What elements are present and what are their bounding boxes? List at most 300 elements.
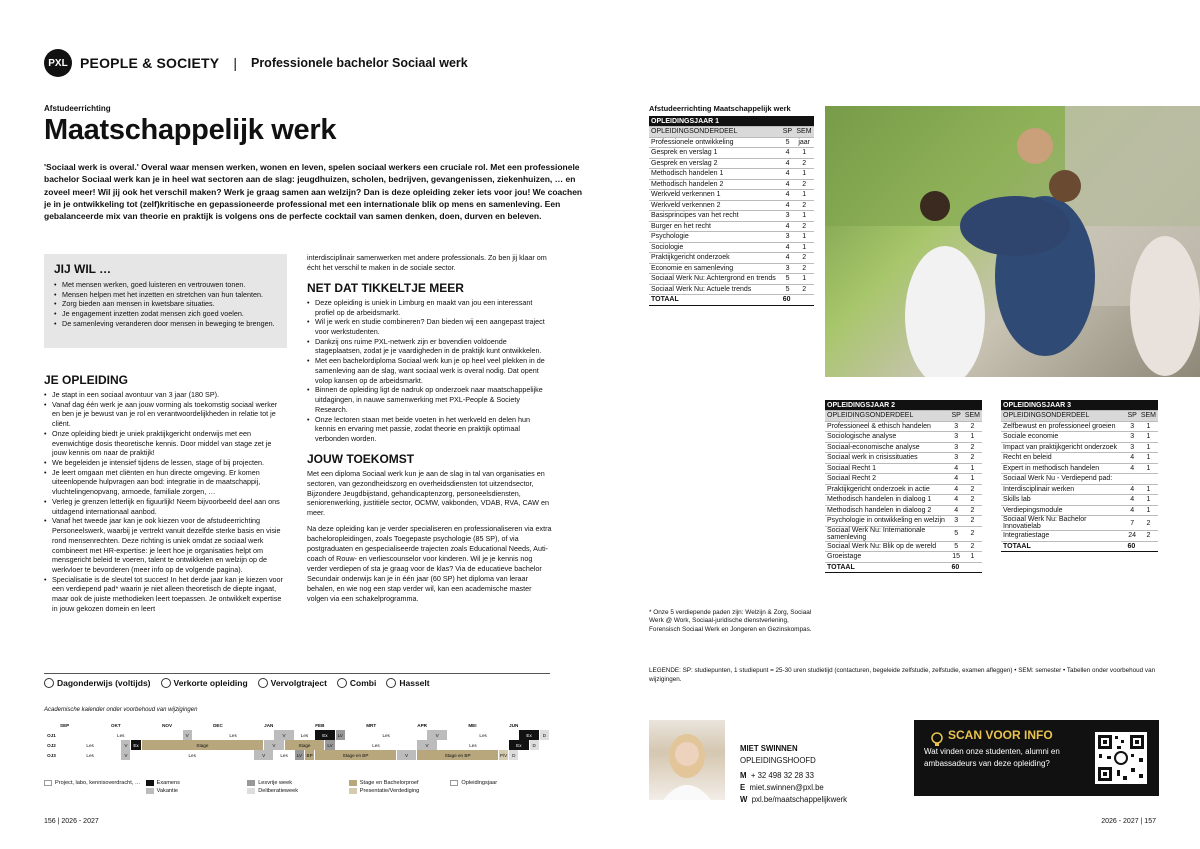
legend-project — [44, 780, 144, 786]
contact-role: OPLEIDINGSHOOFD — [740, 755, 816, 765]
legend-label: Deliberatieweek — [258, 788, 298, 794]
course-sp: 5 — [949, 541, 962, 552]
table-title: OPLEIDINGSJAAR 1 — [649, 116, 814, 127]
month-label: MRT — [366, 720, 417, 730]
month-label: JUN — [509, 720, 550, 730]
course-sp: 3 — [1125, 442, 1138, 453]
cal-les: Les — [193, 730, 275, 740]
intro-text: 'Sociaal werk is overal.' Overal waar mensen werken, wonen en leven, spelen sociaal werkers een cruciale rol. Met een professionele bachelor Sociaal werk kan je in heel wat sectoren aan de slag: jeugdhuizen, scholen, bedrijven, gevangenissen, ziekenhuizen, … en zoveel meer! Wil jij ook het verschil maken? Werk je graag samen aan welzijn? Dan is deze opleiding zeker iets voor jou! We coachen je in je ontwikkeling tot (zelf)kritische en gepassioneerde professional met een internationale blik op mens en samenleving. Een gebalanceerde mix van theorie en praktijk is volgens ons de perfecte cocktail van samen denken, doen, durven en beleven. — [44, 162, 583, 222]
table-row — [649, 284, 814, 295]
course-name: Sociaal werk in crisissituaties — [825, 453, 949, 464]
program-subtitle: Professionele bachelor Sociaal werk — [250, 56, 468, 70]
col-header: OPLEIDINGSONDERDEEL — [1001, 411, 1125, 422]
month-label: DEC — [213, 720, 264, 730]
course-sem: 1 — [1139, 421, 1158, 432]
month-label: MEI — [468, 720, 509, 730]
course-name: Groeistage — [825, 552, 949, 563]
course-sem: 2 — [794, 221, 814, 232]
calendar-row-oj2 — [44, 740, 550, 750]
cal-v: V — [264, 740, 284, 750]
course-name: Methodisch handelen 2 — [649, 179, 781, 190]
cal-v: V — [427, 730, 447, 740]
course-sem: 1 — [1139, 495, 1158, 506]
month-label: OKT — [111, 720, 162, 730]
course-sem: 1 — [794, 232, 814, 243]
list-item: • Wil je werk en studie combineren? Dan bieden wij een aangepast traject voor werkstudenten. — [307, 317, 552, 336]
course-sem: 2 — [963, 541, 982, 552]
legend-vakantie — [146, 788, 246, 794]
course-name: Sociaal Werk Nu: Internationale samenleving — [825, 526, 949, 541]
swatch — [146, 780, 154, 786]
list-item: • Met mensen werken, goed luisteren en vertrouwen tonen. — [54, 280, 277, 290]
course-name: Gesprek en verslag 1 — [649, 148, 781, 159]
course-sp: 4 — [1125, 495, 1138, 506]
course-sp: 4 — [949, 484, 962, 495]
table-row — [1001, 421, 1158, 432]
course-name: Werkveld verkennen 1 — [649, 190, 781, 201]
course-name: Professioneel & ethisch handelen — [825, 421, 949, 432]
year2-rows — [825, 421, 982, 562]
table-row — [825, 421, 982, 432]
col-header: OPLEIDINGSONDERDEEL — [649, 127, 781, 138]
header-separator: | — [233, 55, 237, 71]
table-row — [825, 552, 982, 563]
table-row — [825, 432, 982, 443]
legend-text: LEGENDE: SP: studiepunten, 1 studiepunt = 25-30 uren studietijd (contacturen, begeleide zelfstudie, zelfstudie, examen afleggen) • SEM: semester • Tabellen onder voorbehoud van wijzigingen. — [649, 667, 1156, 683]
course-sp: 3 — [1125, 421, 1138, 432]
table-row — [1001, 432, 1158, 443]
course-sem: 2 — [963, 453, 982, 464]
cal-les: Les — [60, 740, 121, 750]
lightbulb-icon — [928, 730, 946, 748]
email-link[interactable]: miet.swinnen@pxl.be — [749, 783, 824, 793]
total-value: 60 — [1125, 541, 1138, 552]
list-item: • Deze opleiding is uniek in Limburg en maakt van jou een interessant profiel op de arbeidsmarkt. — [307, 298, 552, 317]
year3-table-block — [1001, 400, 1158, 552]
course-name: Sociaal Werk Nu: Actuele trends — [649, 284, 781, 295]
course-sem: 1 — [794, 169, 814, 180]
course-sp: 4 — [781, 242, 795, 253]
course-sp: 5 — [781, 284, 795, 295]
mode-dagonderwijs — [44, 678, 151, 688]
list-item: • Mensen helpen met het inzetten en stretchen van hun talenten. — [54, 290, 277, 300]
course-sem: 2 — [963, 516, 982, 527]
calendar-legend — [44, 780, 550, 794]
course-name: Economie en samenleving — [649, 263, 781, 274]
course-name: Methodisch handelen 1 — [649, 169, 781, 180]
table-row — [649, 158, 814, 169]
phone-line — [740, 770, 847, 782]
list-item: • Specialisatie is de sleutel tot succes! In het derde jaar kan je kiezen voor een verdiepend pad* waarin je niet alleen theoretisch de diepte ingaat, maar ook de juiste methodieken leert toepassen. Je ontwikkelt expertise in jouw gekozen domein en leert — [44, 575, 287, 614]
course-sem: 1 — [1139, 453, 1158, 464]
course-sem: 1 — [794, 148, 814, 159]
course-sem: 2 — [963, 442, 982, 453]
cal-stage: Stage — [285, 740, 326, 750]
table-row — [649, 221, 814, 232]
course-sp — [1125, 474, 1138, 485]
calendar-months — [44, 720, 550, 730]
course-sem: 2 — [794, 253, 814, 264]
table-row — [649, 263, 814, 274]
year3-table — [1001, 400, 1158, 552]
portrait-illustration — [649, 720, 725, 800]
cal-les: Les — [60, 730, 183, 740]
course-sem: 1 — [1139, 432, 1158, 443]
col-header: SEM — [794, 127, 814, 138]
course-sem: 1 — [1139, 484, 1158, 495]
course-name: Sociale economie — [1001, 432, 1125, 443]
course-sp: 4 — [949, 505, 962, 516]
list-item: • Dankzij ons ruime PXL-netwerk zijn er bovendien voldoende stageplaatsen, zodat je je vaardigheden in de praktijk kunt ontwikkelen. — [307, 337, 552, 356]
course-name: Psychologie in ontwikkeling en welzijn — [825, 516, 949, 527]
page-number-left: 156 | 2026 - 2027 — [44, 818, 99, 825]
course-sp: 4 — [949, 474, 962, 485]
mode-verkort — [161, 678, 248, 688]
course-name: Sociaal Werk Nu: Bachelor Innovatielab — [1001, 516, 1125, 531]
cal-v: V — [254, 750, 274, 760]
course-sem: 2 — [963, 484, 982, 495]
legend-presentatie — [349, 788, 449, 794]
cal-ex: Ex — [131, 740, 141, 750]
email-line — [740, 782, 847, 794]
cal-d: D — [509, 750, 519, 760]
course-name: Zelfbewust en professioneel groeien — [1001, 421, 1125, 432]
col-header: OPLEIDINGSONDERDEEL — [825, 411, 949, 422]
table-row — [825, 463, 982, 474]
month-label: APR — [417, 720, 468, 730]
course-sem: 2 — [963, 526, 982, 541]
course-name: Expert in methodisch handelen — [1001, 463, 1125, 474]
table-row — [649, 200, 814, 211]
legend-label: Vakantie — [156, 788, 178, 794]
course-name: Methodisch handelen in dialoog 1 — [825, 495, 949, 506]
total-sem — [794, 295, 814, 306]
table-row — [649, 137, 814, 148]
calendar-row-oj3 — [44, 750, 550, 760]
cal-les: Les — [438, 740, 509, 750]
course-sem: 1 — [963, 432, 982, 443]
list-item: • We begeleiden je intensief tijdens de lessen, stage of bij projecten. — [44, 458, 287, 468]
course-name: Professionele ontwikkeling — [649, 137, 781, 148]
list-item: • Zorg bieden aan mensen in kwetsbare situaties. — [54, 299, 277, 309]
legend-lesvrij — [247, 780, 347, 786]
mode-label: Hasselt — [399, 678, 430, 688]
course-name: Sociaal-economische analyse — [825, 442, 949, 453]
legend-delib — [247, 788, 347, 794]
table-row — [825, 453, 982, 464]
contact-block — [740, 743, 847, 805]
total-value: 60 — [781, 295, 795, 306]
course-sem: 2 — [1139, 516, 1158, 531]
course-sem: 2 — [794, 284, 814, 295]
mode-hasselt — [386, 678, 429, 688]
course-sp: 24 — [1125, 531, 1138, 542]
table-row — [825, 516, 982, 527]
course-sp: 3 — [1125, 432, 1138, 443]
table-row — [649, 211, 814, 222]
list-item: • Vanaf het tweede jaar kan je ook kiezen voor de afstudeerrichting Personeelswerk, waarbij je vertrekt vanuit dezelfde sterke basis en visie rond mensenrechten. Deze richting is uniek omdat ze sociaal werk combineert met HR-expertise: je leert hoe je organisaties helpt om mensgericht beleid te voeren, talent te ontwikkelen en welzijn op de werkvloer te bevorderen (meer info op de volgende pagina). — [44, 516, 287, 574]
cal-lv: LV — [336, 730, 346, 740]
course-name: Sociologische analyse — [825, 432, 949, 443]
course-sem: 2 — [794, 158, 814, 169]
cal-ex: Ex — [315, 730, 335, 740]
table-title: OPLEIDINGSJAAR 2 — [825, 400, 982, 411]
course-sp: 5 — [781, 137, 795, 148]
month-label: FEB — [315, 720, 366, 730]
contact-name: MIET SWINNEN — [740, 744, 798, 753]
course-sp: 3 — [781, 211, 795, 222]
total-label: TOTAAL — [1001, 541, 1125, 552]
cal-lv: LV — [295, 750, 305, 760]
course-sem: 2 — [794, 179, 814, 190]
scan-title: SCAN VOOR INFO — [948, 728, 1053, 742]
qr-icon — [1095, 732, 1147, 784]
shortcut-icon — [161, 678, 171, 688]
academic-calendar — [44, 720, 550, 760]
row-label: OJ1 — [44, 730, 60, 740]
continued-text: interdisciplinair samenwerken met andere professionals. Zo ben jij klaar om écht het verschil te maken in de sociale sector. — [307, 253, 547, 272]
course-name: Sociaal Werk Nu: Achtergrond en trends — [649, 274, 781, 285]
year1-table-block — [649, 104, 814, 306]
course-sem: 1 — [794, 211, 814, 222]
swatch — [44, 780, 52, 786]
table-row — [649, 190, 814, 201]
course-sp: 4 — [781, 253, 795, 264]
swatch — [146, 788, 154, 794]
course-sem: 1 — [963, 552, 982, 563]
cal-les: Les — [131, 750, 254, 760]
mode-icons — [44, 673, 550, 688]
course-name: Interdisciplinair werken — [1001, 484, 1125, 495]
course-sem: 2 — [963, 495, 982, 506]
course-sp: 4 — [1125, 484, 1138, 495]
page-title: Maatschappelijk werk — [44, 114, 337, 146]
course-sp: 5 — [781, 274, 795, 285]
phone-link[interactable]: + 32 498 32 28 33 — [750, 771, 814, 781]
cal-v: V — [121, 750, 131, 760]
course-sp: 3 — [949, 453, 962, 464]
course-name: Skills lab — [1001, 495, 1125, 506]
web-link[interactable]: pxl.be/maatschappelijkwerk — [751, 794, 848, 804]
table-row — [1001, 484, 1158, 495]
legend-label: Stage en Bachelorproef — [359, 780, 419, 786]
course-sp: 4 — [781, 169, 795, 180]
footnote: * Onze 5 verdiepende paden zijn: Welzijn & Zorg, Sociaal Werk @ Work, Sociaal-juridische dienstverlening, Forensisch Sociaal Werk en Jongeren en Gezinskompas. — [649, 609, 812, 633]
legend-label: Opleidingsjaar — [461, 780, 498, 786]
cal-ex: Ex — [519, 730, 539, 740]
course-sp: 4 — [949, 463, 962, 474]
students-photo — [825, 106, 1200, 377]
photo-illustration — [825, 106, 1200, 377]
table-row — [649, 232, 814, 243]
cal-ex: Ex — [509, 740, 529, 750]
email-key: E — [740, 783, 746, 793]
table-row — [825, 526, 982, 541]
course-name: Psychologie — [649, 232, 781, 243]
course-name: Sociaal Recht 1 — [825, 463, 949, 474]
cal-les: Les — [60, 750, 121, 760]
table-row — [825, 484, 982, 495]
list-item: • Verleg je grenzen letterlijk en figuurlijk! Neem bijvoorbeeld deel aan ons uitdagend internationaal aanbod. — [44, 497, 287, 516]
cal-les: Les — [295, 730, 315, 740]
total-sem — [963, 562, 982, 573]
course-sem: 1 — [1139, 505, 1158, 516]
course-sp: 4 — [1125, 505, 1138, 516]
course-name: Sociologie — [649, 242, 781, 253]
jij-wil-box — [44, 254, 287, 348]
col-header: SP — [1127, 412, 1137, 420]
toekomst-p2: Na deze opleiding kan je verder specialiseren en professionaliseren via extra bacheloropleidingen, zoals Toegepaste psychologie (85 SP), of via postgraduaten en gespecialiseerde trajecten zoals Educational Needs, Auti-coach of Rouw- en verliescounselor voor kinderen. Wil je je kennis nog verder verdiepen of sta je graag voor de klas? Via de educatieve bachelor Secundair onderwijs kan je in één jaar (60 SP) het diploma van leraar behalen, en wie nog een stap verder wil, kan een academische master volgen via een schakelprogramma. — [307, 524, 552, 603]
cal-v: V — [121, 740, 131, 750]
cal-lv: LV — [325, 740, 335, 750]
month-label: SEP — [60, 720, 111, 730]
course-name: Werkveld verkennen 2 — [649, 200, 781, 211]
cal-les: Les — [274, 750, 294, 760]
combi-icon — [337, 678, 347, 688]
year2-table — [825, 400, 982, 573]
opleiding-title: JE OPLEIDING — [44, 373, 129, 387]
cal-les: Les — [448, 730, 519, 740]
course-name: Sociaal Werk Nu - Verdiepend pad: — [1001, 474, 1125, 485]
cal-v: V — [183, 730, 193, 740]
table-row — [1001, 442, 1158, 453]
calendar-title: Academische kalender onder voorbehoud van wijzigingen — [44, 707, 198, 713]
course-name: Gesprek en verslag 2 — [649, 158, 781, 169]
pxl-logo[interactable]: PXL — [44, 49, 72, 77]
course-sp: 4 — [949, 495, 962, 506]
course-sp: 15 — [949, 552, 962, 563]
course-name: Sociaal Werk Nu: Blik op de wereld — [825, 541, 949, 552]
cal-les: Les — [346, 730, 428, 740]
mode-vervolg — [258, 678, 327, 688]
clock-icon — [44, 678, 54, 688]
course-name: Burger en het recht — [649, 221, 781, 232]
course-sp: 3 — [781, 263, 795, 274]
total-value: 60 — [949, 562, 962, 573]
course-sp: 4 — [781, 190, 795, 201]
course-name: Methodisch handelen in dialoog 2 — [825, 505, 949, 516]
location-pin-icon — [386, 678, 396, 688]
list-item: • De samenleving veranderen door mensen in beweging te brengen. — [54, 319, 277, 329]
course-sem: 2 — [794, 200, 814, 211]
course-sp: 5 — [949, 526, 962, 541]
course-name: Recht en beleid — [1001, 453, 1125, 464]
year1-table — [649, 116, 814, 306]
course-sp: 3 — [781, 232, 795, 243]
legend-exam — [146, 780, 246, 786]
col-header: SP — [781, 127, 795, 138]
table-row — [649, 179, 814, 190]
year1-rows — [649, 137, 814, 295]
month-label: NOV — [162, 720, 213, 730]
mode-combi — [337, 678, 376, 688]
toekomst-p1: Met een diploma Sociaal werk kun je aan de slag in tal van organisaties en sectoren, van gezondheidszorg en overheidsdiensten tot uitzendsector, Bijzondere Jeugdbijstand, gehandicaptenzorg, personeelsdiensten, seniorenwerking, justitiële sector, OCMW, vakbonden, VDAB, RVA, CAW en meer. — [307, 468, 549, 518]
col-header: SP — [951, 412, 961, 420]
row-label: OJ3 — [44, 750, 60, 760]
row-label: OJ2 — [44, 740, 60, 750]
course-sem: 2 — [794, 263, 814, 274]
course-sem: jaar — [794, 137, 814, 148]
course-name: Praktijkgericht onderzoek in actie — [825, 484, 949, 495]
course-name: Basisprincipes van het recht — [649, 211, 781, 222]
legend-stage — [349, 780, 449, 786]
year3-rows — [1001, 421, 1158, 541]
cal-d: D — [540, 730, 550, 740]
swatch — [247, 780, 255, 786]
mode-label: Vervolgtraject — [270, 678, 327, 688]
course-sem: 1 — [794, 242, 814, 253]
brand-name: PEOPLE & SOCIETY — [80, 55, 220, 71]
cal-v: V — [274, 730, 294, 740]
legend-label: Lesvrije week — [258, 780, 293, 786]
table-row — [649, 274, 814, 285]
list-item: • Binnen de opleiding ligt de nadruk op onderzoek naar maatschappelijke uitdagingen, in nauwe samenwerking met PXL-People & Society Research. — [307, 385, 552, 414]
course-sp: 3 — [949, 421, 962, 432]
web-line — [740, 794, 847, 806]
course-sem: 1 — [794, 274, 814, 285]
course-sem: 1 — [794, 190, 814, 201]
cal-stage-bp: Stage en BP — [417, 750, 499, 760]
legend-label: Examens — [156, 780, 180, 786]
arrow-icon — [258, 678, 268, 688]
table-row — [649, 253, 814, 264]
course-name: Verdiepingsmodule — [1001, 505, 1125, 516]
course-sem: 2 — [963, 505, 982, 516]
table-row — [1001, 516, 1158, 531]
web-key: W — [740, 794, 748, 804]
course-sp: 3 — [949, 442, 962, 453]
total-sem — [1139, 541, 1158, 552]
cal-d: D — [530, 740, 540, 750]
course-sp: 4 — [1125, 453, 1138, 464]
list-item: • Je leert omgaan met cliënten en hun directe omgeving. Er komen uiteenlopende hulpvragen aan bod: integratie in de maatschappij, vluchtelingenopvang, armoede, familiale zorgen, … — [44, 468, 287, 497]
mode-label: Dagonderwijs (voltijds) — [57, 678, 151, 688]
course-sem: 1 — [963, 463, 982, 474]
mode-label: Combi — [349, 678, 377, 688]
table-row — [1001, 463, 1158, 474]
cal-corner — [44, 720, 60, 730]
course-sp: 4 — [781, 158, 795, 169]
cal-stage: Stage — [142, 740, 265, 750]
cal-v: V — [397, 750, 417, 760]
course-sp: 4 — [781, 179, 795, 190]
course-sp: 3 — [949, 516, 962, 527]
calendar-row-oj1 — [44, 730, 550, 740]
course-sp: 4 — [781, 221, 795, 232]
list-item: • Je stapt in een sociaal avontuur van 3 jaar (180 SP). — [44, 390, 287, 400]
contact-photo — [649, 720, 725, 800]
course-sem: 1 — [963, 474, 982, 485]
course-name: Impact van praktijkgericht onderzoek — [1001, 442, 1125, 453]
legend-empty — [44, 788, 144, 794]
list-item: • Met een bachelordiploma Sociaal werk kun je op heel veel plekken in de samenleving aan de slag, want sociaal werk is overal nodig. Dat opent volop kansen op de arbeidsmarkt. — [307, 356, 552, 385]
toekomst-title: JOUW TOEKOMST — [307, 451, 415, 466]
table-row — [1001, 495, 1158, 506]
legend-label: Project, labo, kennisoverdracht, … — [55, 780, 141, 786]
jij-wil-list — [54, 280, 277, 329]
kicker: Afstudeerrichting — [44, 104, 111, 113]
tikkeltje-title: NET DAT TIKKELTJE MEER — [307, 280, 464, 295]
table-caption: Afstudeerrichting Maatschappelijk werk — [649, 104, 791, 113]
table-row — [825, 541, 982, 552]
cal-v: V — [417, 740, 437, 750]
course-sp: 4 — [781, 200, 795, 211]
course-sem: 2 — [1139, 531, 1158, 542]
course-sem: 1 — [1139, 463, 1158, 474]
table-row — [1001, 474, 1158, 485]
qr-code[interactable] — [1095, 732, 1147, 784]
table-title: OPLEIDINGSJAAR 3 — [1001, 400, 1158, 411]
